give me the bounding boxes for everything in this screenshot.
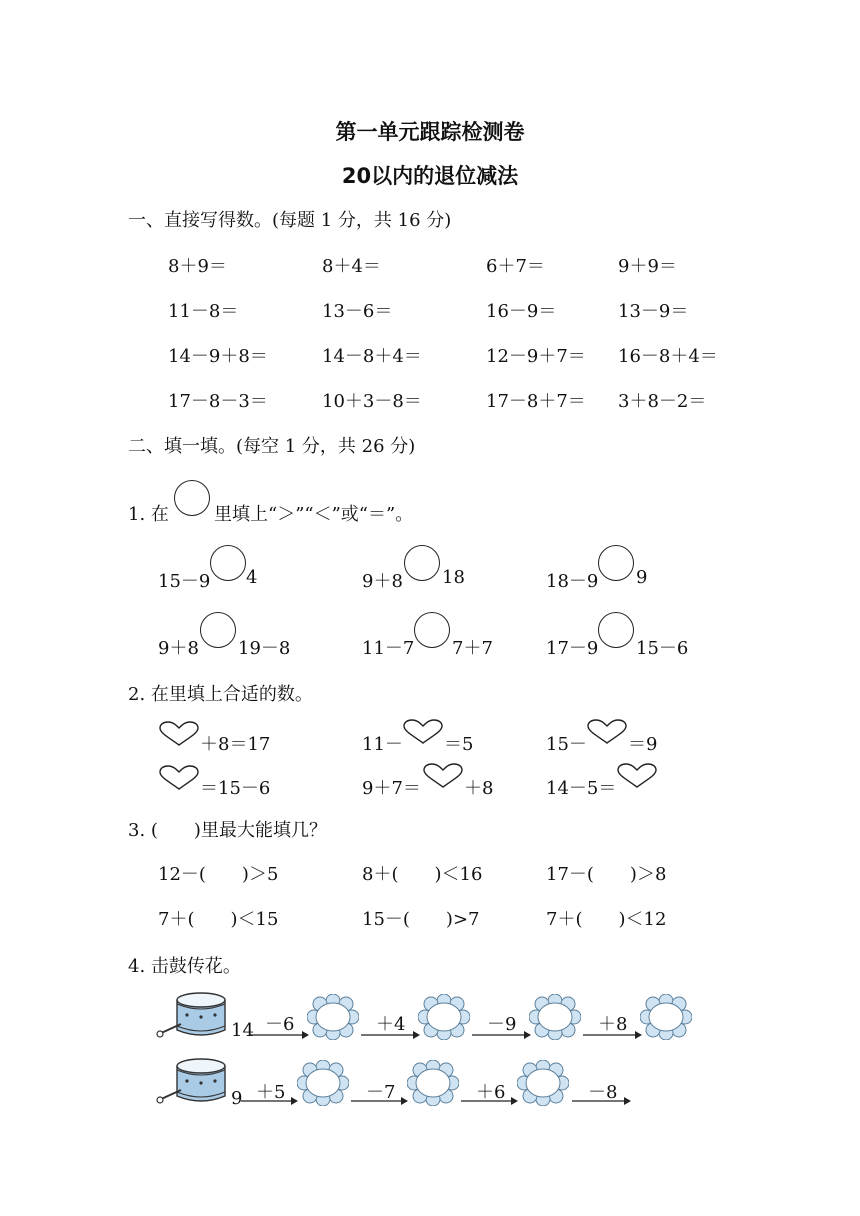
fill-before: 14－5＝ — [546, 778, 617, 799]
calc-item: 17－8＋7＝ — [486, 391, 586, 412]
calc-item: 16－9＝ — [486, 301, 557, 322]
compare-right: 15－6 — [636, 638, 689, 659]
compare-left: 9＋8 — [362, 571, 403, 592]
max-fill-item: 17－( )＞8 — [546, 864, 667, 885]
drum-icon — [155, 1056, 231, 1110]
arrow-icon — [241, 1096, 299, 1106]
max-fill-item: 7＋( )＜15 — [158, 909, 279, 930]
max-fill-item: 8＋( )＜16 — [362, 864, 483, 885]
blank-circle-icon — [174, 480, 210, 516]
calc-item: 17－8－3＝ — [168, 391, 268, 412]
compare-left: 9＋8 — [158, 638, 199, 659]
blank-circle-icon[interactable] — [414, 612, 450, 648]
blank-circle-icon[interactable] — [404, 545, 440, 581]
blank-heart-icon[interactable] — [158, 765, 200, 791]
compare-left: 11－7 — [362, 638, 415, 659]
compare-right: 4 — [246, 567, 258, 588]
calc-item: 14－8＋4＝ — [322, 346, 422, 367]
calc-item: 8＋4＝ — [322, 256, 381, 277]
compare-right: 7＋7 — [452, 638, 493, 659]
flower-blank-icon[interactable] — [418, 994, 470, 1040]
chain-op: ＋8 — [598, 1014, 628, 1035]
max-fill-item: 7＋( )＜12 — [546, 909, 667, 930]
calc-item: 11－8＝ — [168, 301, 239, 322]
arrow-icon — [583, 1030, 643, 1040]
max-fill-item: 12－( )＞5 — [158, 864, 279, 885]
q4-prompt: 4. 击鼓传花。 — [128, 956, 241, 977]
compare-left: 18－9 — [546, 571, 599, 592]
arrow-icon — [572, 1096, 632, 1106]
fill-after: ＝9 — [628, 734, 658, 755]
fill-before: 9＋7＝ — [362, 778, 421, 799]
chain-op: ＋4 — [376, 1014, 406, 1035]
drum-icon — [155, 990, 231, 1044]
page-subtitle: 20以内的退位减法 — [341, 164, 519, 188]
q3-prompt: 3. ( )里最大能填几？ — [128, 820, 327, 841]
blank-circle-icon[interactable] — [598, 612, 634, 648]
calc-item: 10＋3－8＝ — [322, 391, 422, 412]
chain-op: －9 — [487, 1014, 517, 1035]
calc-item: 14－9＋8＝ — [168, 346, 268, 367]
chain-op: －6 — [265, 1014, 295, 1035]
chain-start: 9 — [231, 1088, 243, 1109]
calc-item: 6＋7＝ — [486, 256, 545, 277]
arrow-icon — [472, 1030, 532, 1040]
blank-heart-icon[interactable] — [402, 719, 444, 745]
calc-item: 16－8＋4＝ — [618, 346, 718, 367]
blank-circle-icon[interactable] — [210, 545, 246, 581]
section2-heading: 二、填一填。(每空 1 分，共 26 分) — [128, 436, 416, 457]
compare-left: 17－9 — [546, 638, 599, 659]
calc-item: 8＋9＝ — [168, 256, 227, 277]
blank-circle-icon[interactable] — [200, 612, 236, 648]
compare-left: 15－9 — [158, 571, 211, 592]
flower-blank-icon[interactable] — [407, 1060, 459, 1106]
q2-prompt: 2. 在里填上合适的数。 — [128, 684, 313, 705]
fill-after: ＋8＝17 — [200, 734, 271, 755]
compare-right: 19－8 — [238, 638, 291, 659]
section1-heading: 一、直接写得数。(每题 1 分，共 16 分) — [128, 210, 452, 231]
chain-start: 14 — [231, 1020, 254, 1041]
blank-circle-icon[interactable] — [598, 545, 634, 581]
q1-suffix: 里填上“＞”“＜”或“＝”。 — [214, 504, 414, 525]
fill-after: ＋8 — [464, 778, 494, 799]
chain-op: －7 — [366, 1082, 396, 1103]
blank-heart-icon[interactable] — [616, 763, 658, 789]
compare-right: 9 — [636, 567, 648, 588]
arrow-icon — [461, 1096, 519, 1106]
max-fill-item: 15－( )>7 — [362, 909, 480, 930]
calc-item: 12－9＋7＝ — [486, 346, 586, 367]
fill-after: ＝5 — [444, 734, 474, 755]
arrow-icon — [250, 1030, 310, 1040]
fill-after: ＝15－6 — [200, 778, 271, 799]
blank-heart-icon[interactable] — [158, 721, 200, 747]
fill-before: 11－ — [362, 734, 403, 755]
flower-blank-icon[interactable] — [517, 1060, 569, 1106]
calc-item: 9＋9＝ — [618, 256, 677, 277]
fill-before: 15－ — [546, 734, 587, 755]
arrow-icon — [361, 1030, 421, 1040]
calc-item: 13－6＝ — [322, 301, 393, 322]
blank-heart-icon[interactable] — [586, 719, 628, 745]
page-title: 第一单元跟踪检测卷 — [335, 120, 525, 144]
arrow-icon — [351, 1096, 409, 1106]
flower-blank-icon[interactable] — [297, 1060, 349, 1106]
flower-blank-icon[interactable] — [307, 994, 359, 1040]
calc-item: 13－9＝ — [618, 301, 689, 322]
chain-op: －8 — [588, 1082, 618, 1103]
flower-blank-icon[interactable] — [529, 994, 581, 1040]
compare-right: 18 — [442, 567, 465, 588]
calc-item: 3＋8－2＝ — [618, 391, 707, 412]
blank-heart-icon[interactable] — [422, 763, 464, 789]
chain-op: ＋6 — [476, 1082, 506, 1103]
flower-blank-icon[interactable] — [640, 994, 692, 1040]
chain-op: ＋5 — [256, 1082, 286, 1103]
q1-prefix: 1. 在 — [128, 504, 169, 525]
